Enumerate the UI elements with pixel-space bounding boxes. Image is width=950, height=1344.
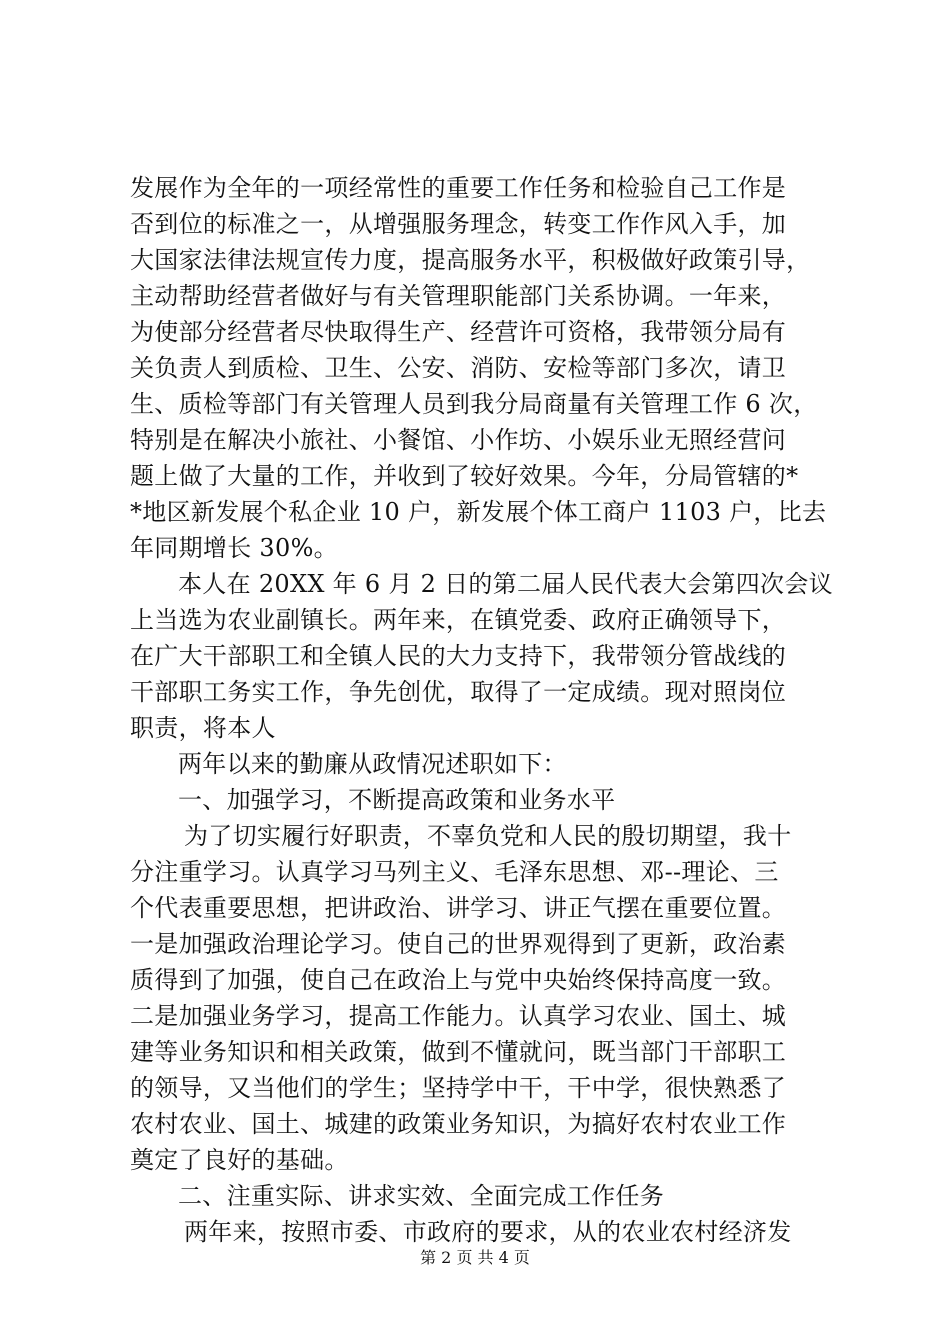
paragraph-start-line: 为了切实履行好职责，不辜负党和人民的殷切期望，我十 <box>184 822 792 850</box>
body-text-line: 分注重学习。认真学习马列主义、毛泽东思想、邓--理论、三 <box>130 858 779 886</box>
body-text-line: *地区新发展个私企业 10 户，新发展个体工商户 1103 户，比去 <box>130 498 827 526</box>
body-text-line: 奠定了良好的基础。 <box>130 1146 349 1174</box>
body-text-line: 个代表重要思想，把讲政治、讲学习、讲正气摆在重要位置。 <box>130 894 787 922</box>
body-text-line: 大国家法律法规宣传力度，提高服务水平，积极做好政策引导， <box>130 246 811 274</box>
body-text-line: 上当选为农业副镇长。两年来，在镇党委、政府正确领导下， <box>130 606 787 634</box>
body-text-line: 主动帮助经营者做好与有关管理职能部门关系协调。一年来， <box>130 282 787 310</box>
body-text-line: 生、质检等部门有关管理人员到我分局商量有关管理工作 6 次， <box>130 390 818 418</box>
body-text-line: 关负责人到质检、卫生、公安、消防、安检等部门多次，请卫 <box>130 354 787 382</box>
body-text-line: 二是加强业务学习，提高工作能力。认真学习农业、国土、城 <box>130 1002 787 1030</box>
paragraph-start-line: 两年来，按照市委、市政府的要求，从的农业农村经济发 <box>184 1218 792 1246</box>
body-text-line: 发展作为全年的一项经常性的重要工作任务和检验自己工作是 <box>130 174 787 202</box>
body-text-line: 干部职工务实工作，争先创优，取得了一定成绩。现对照岗位 <box>130 678 787 706</box>
section-heading-1: 一、加强学习，不断提高政策和业务水平 <box>178 786 616 814</box>
page-footer: 第 2 页 共 4 页 <box>420 1248 530 1267</box>
body-text-line: 否到位的标准之一，从增强服务理念，转变工作作风入手，加 <box>130 210 787 238</box>
body-text-line: 的领导，又当他们的学生；坚持学中干，干中学，很快熟悉了 <box>130 1074 787 1102</box>
body-text-line: 特别是在解决小旅社、小餐馆、小作坊、小娱乐业无照经营问 <box>130 426 787 454</box>
body-text-line: 农村农业、国土、城建的政策业务知识，为搞好农村农业工作 <box>130 1110 787 1138</box>
body-text-line: 质得到了加强，使自己在政治上与党中央始终保持高度一致。 <box>130 966 787 994</box>
paragraph-start-line: 两年以来的勤廉从政情况述职如下： <box>178 750 567 778</box>
body-text-line: 题上做了大量的工作，并收到了较好效果。今年，分局管辖的* <box>130 462 799 490</box>
body-text-line: 为使部分经营者尽快取得生产、经营许可资格，我带领分局有 <box>130 318 787 346</box>
body-text-line: 职责，将本人 <box>130 714 276 742</box>
paragraph-start-line: 本人在 20XX 年 6 月 2 日的第二届人民代表大会第四次会议 <box>178 570 833 598</box>
body-text-line: 在广大干部职工和全镇人民的大力支持下，我带领分管战线的 <box>130 642 787 670</box>
body-text-line: 年同期增长 30%。 <box>130 534 338 562</box>
body-text-line: 建等业务知识和相关政策，做到不懂就问，既当部门干部职工 <box>130 1038 787 1066</box>
section-heading-2: 二、注重实际、讲求实效、全面完成工作任务 <box>178 1182 664 1210</box>
body-text-line: 一是加强政治理论学习。使自己的世界观得到了更新，政治素 <box>130 930 787 958</box>
